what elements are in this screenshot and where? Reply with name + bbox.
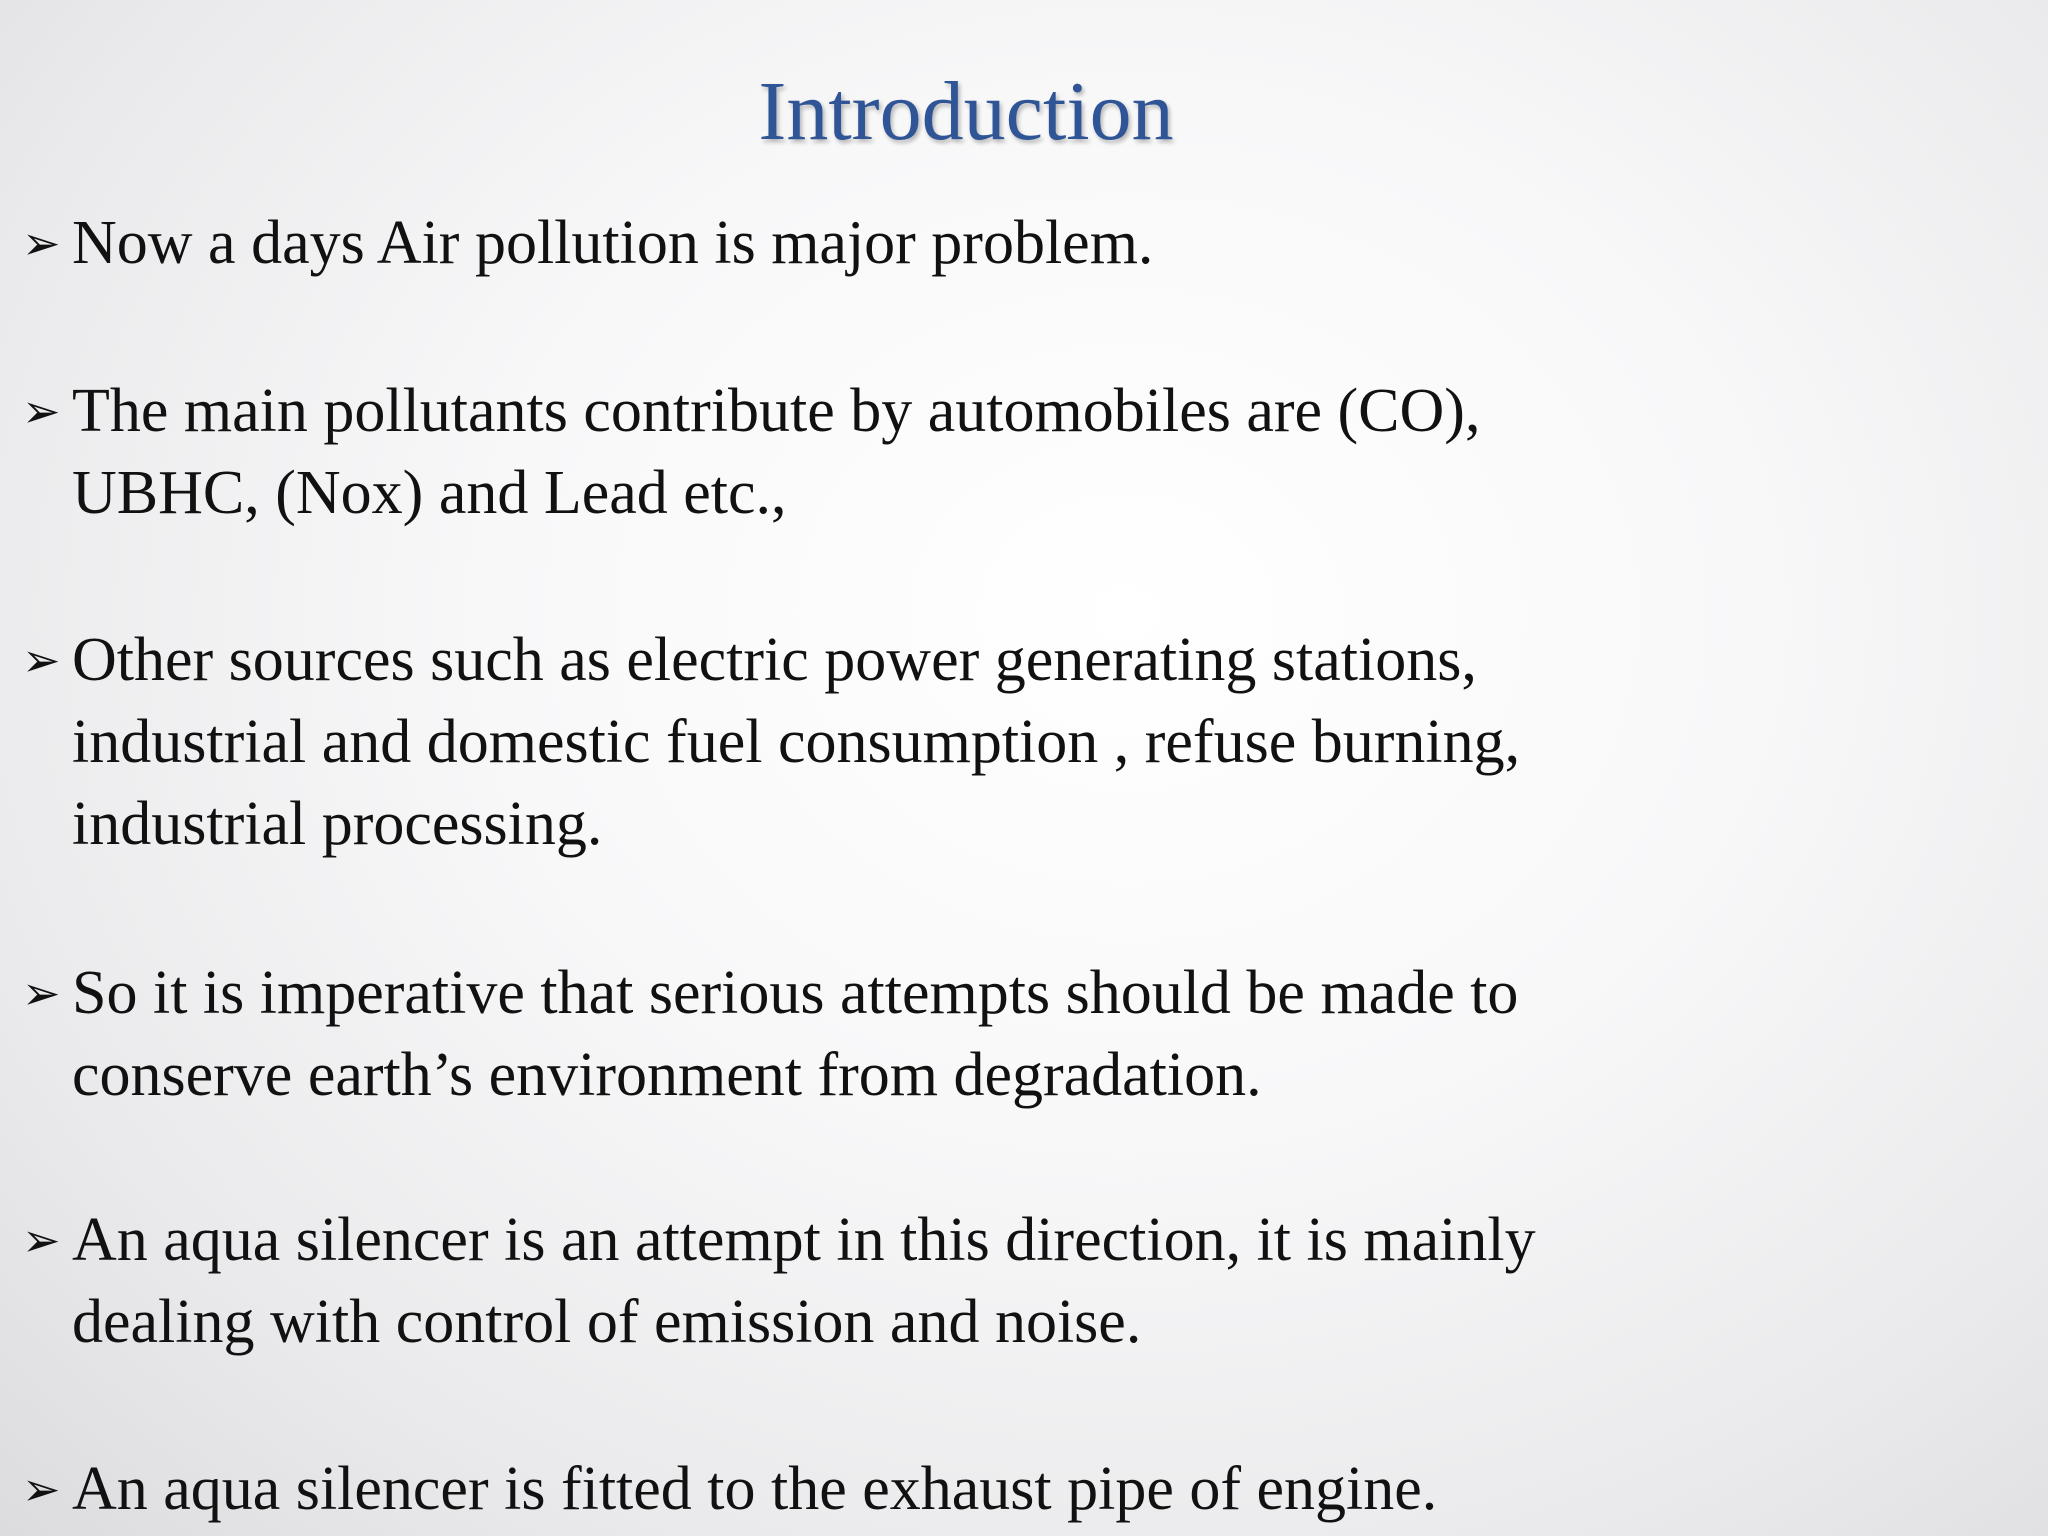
bullet-text: An aqua silencer is fitted to the exhaust pipe of engine. bbox=[72, 1455, 1438, 1523]
bullet-item bbox=[22, 619, 1722, 865]
bullet-item bbox=[22, 1199, 1722, 1363]
bullet-item bbox=[22, 370, 1722, 534]
bullet-text: Other sources such as electric power generating stations, industrial and domestic fuel consumption , refuse burning, industrial processing. bbox=[72, 626, 1521, 858]
bullet-text: An aqua silencer is an attempt in this direction, it is mainly dealing with control of emission and noise. bbox=[72, 1206, 1536, 1356]
arrowhead-bullet-icon: ➢ bbox=[22, 966, 61, 1020]
arrowhead-bullet-icon: ➢ bbox=[22, 384, 61, 438]
bullet-item bbox=[22, 202, 1722, 284]
arrowhead-bullet-icon: ➢ bbox=[22, 633, 61, 687]
arrowhead-bullet-icon: ➢ bbox=[22, 1462, 61, 1516]
arrowhead-bullet-icon: ➢ bbox=[22, 1213, 61, 1267]
bullet-text: The main pollutants contribute by automobiles are (CO), UBHC, (Nox) and Lead etc., bbox=[72, 377, 1481, 527]
bullet-item bbox=[22, 952, 1722, 1116]
arrowhead-bullet-icon: ➢ bbox=[22, 216, 61, 270]
slide-title: Introduction bbox=[758, 65, 1174, 158]
bullet-item bbox=[22, 1448, 1722, 1530]
bullet-text: Now a days Air pollution is major problem. bbox=[72, 209, 1154, 277]
bullet-text: So it is imperative that serious attempts should be made to conserve earth’s environment from degradation. bbox=[72, 959, 1519, 1109]
